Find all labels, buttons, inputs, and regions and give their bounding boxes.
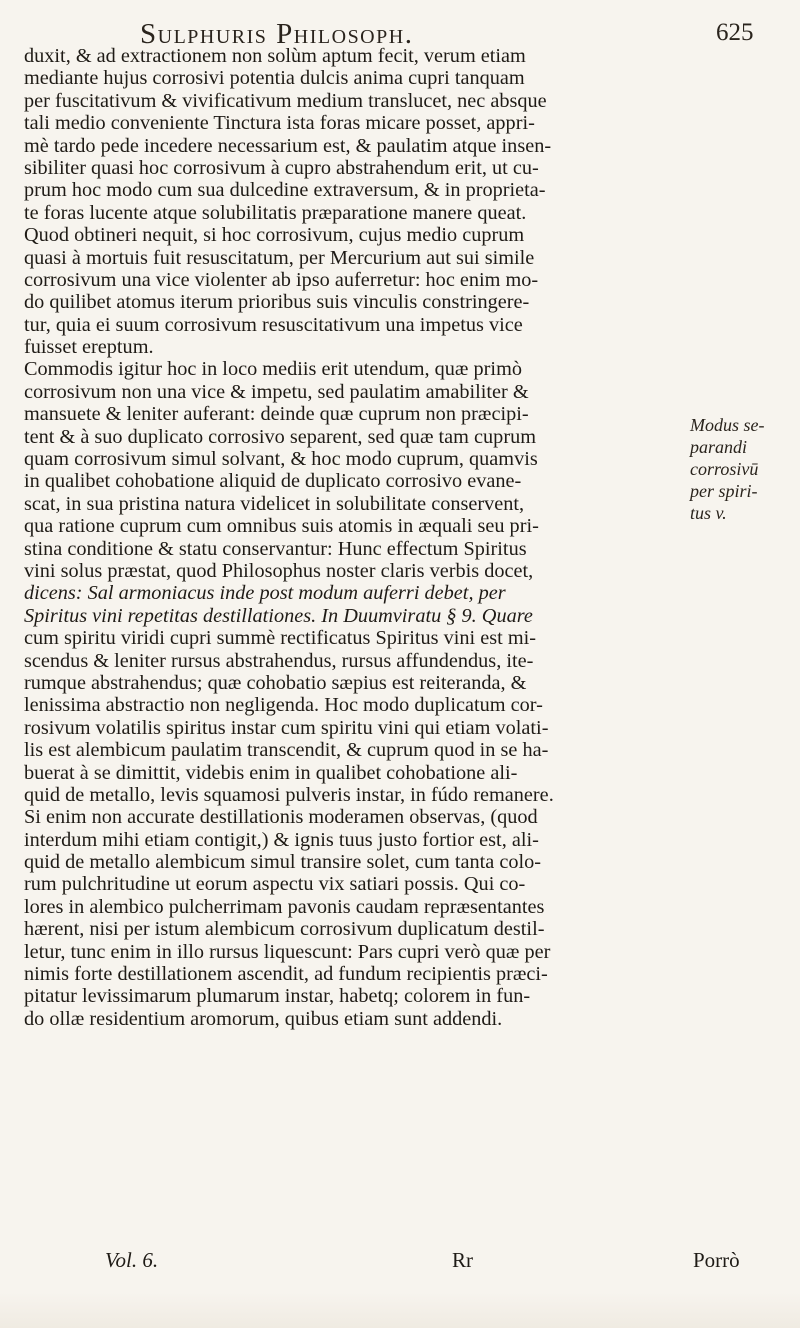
- text-line: mè tardo pede incedere necessarium est, & paulatim atque insen-: [24, 134, 552, 157]
- text-line: interdum mihi etiam contigit,) & ignis tuus justo fortior est, ali-: [24, 828, 539, 851]
- text-line: quid de metallo, levis squamosi pulveris instar, in fúdo remanere.: [24, 783, 554, 806]
- text-line: do ollæ residentium aromorum, quibus etiam sunt addendi.: [24, 1007, 503, 1030]
- marginal-note: [690, 414, 798, 524]
- page-number: 625: [716, 19, 754, 46]
- text-line: tali medio conveniente Tinctura ista foras micare posset, appri-: [24, 112, 535, 135]
- text-line: stina conditione & statu conservantur: Hunc effectum Spiritus: [24, 537, 527, 560]
- marginal-note-line: tus v.: [690, 503, 727, 523]
- gathering-signature: Rr: [452, 1248, 473, 1272]
- marginal-note-line: per spiri-: [690, 481, 758, 501]
- text-line: cum spiritu viridi cupri summè rectificatus Spiritus vini est mi-: [24, 627, 537, 650]
- text-line: Spiritus vini repetitas destillationes. In Duumviratu § 9. Quare: [24, 604, 533, 627]
- text-line: tur, quia ei suum corrosivum resuscitativum una impetus vice: [24, 313, 523, 336]
- text-line: quam corrosivum simul solvant, & hoc modo cuprum, quamvis: [24, 448, 538, 471]
- text-line: rosivum volatilis spiritus instar cum spiritu vini qui etiam volati-: [24, 716, 549, 739]
- marginal-note-line: Modus se-: [690, 415, 765, 435]
- text-line: mansuete & leniter auferant: deinde quæ cuprum non præcipi-: [24, 403, 529, 426]
- text-line: quid de metallo alembicum simul transire solet, cum tanta colo-: [24, 851, 542, 874]
- marginal-note-line: corrosivū: [690, 459, 759, 479]
- text-line: prum hoc modo cum sua dulcedine extraversum, & in proprieta-: [24, 179, 546, 202]
- running-title: Sulphuris Philosoph.: [140, 18, 414, 50]
- text-line: buerat à se dimittit, videbis enim in qualibet cohobatione ali-: [24, 761, 518, 784]
- text-line: lis est alembicum paulatim transcendit, & cuprum quod in se ha-: [24, 739, 549, 762]
- text-line: scat, in sua pristina natura videlicet in solubilitate conservent,: [24, 492, 525, 515]
- text-line: tent & à suo duplicato corrosivo separent, sed quæ tam cuprum: [24, 425, 536, 448]
- main-text-block: [24, 45, 704, 1030]
- catchword: Porrò: [693, 1248, 740, 1272]
- text-line: vini solus præstat, quod Philosophus noster claris verbis docet,: [24, 559, 534, 582]
- text-line: Commodis igitur hoc in loco mediis erit utendum, quæ primò: [24, 358, 522, 381]
- text-line: rum pulchritudine ut eorum aspectu vix satiari possis. Qui co-: [24, 873, 526, 896]
- page-footer: [0, 1244, 800, 1280]
- text-line: sibiliter quasi hoc corrosivum à cupro abstrahendum erit, ut cu-: [24, 156, 539, 179]
- text-line: corrosivum non una vice & impetu, sed paulatim amabiliter &: [24, 380, 529, 403]
- text-line: rumque abstrahendus; quæ cohobatio sæpius est reiteranda, &: [24, 671, 527, 694]
- text-line: Quod obtineri nequit, si hoc corrosivum, cujus medio cuprum: [24, 224, 525, 247]
- text-line: dicens: Sal armoniacus inde post modum auferri debet, per: [24, 582, 506, 605]
- text-line: letur, tunc enim in illo rursus liquescunt: Pars cupri verò quæ per: [24, 940, 551, 963]
- text-line: duxit, & ad extractionem non solùm aptum fecit, verum etiam: [24, 45, 526, 67]
- text-line: hærent, nisi per istum alembicum corrosivum duplicatum destil-: [24, 918, 545, 941]
- text-line: te foras lucente atque solubilitatis præparatione manere queat.: [24, 201, 527, 224]
- text-line: nimis forte destillationem ascendit, ad fundum recipientis præci-: [24, 963, 548, 986]
- text-line: Si enim non accurate destillationis moderamen observas, (quod: [24, 806, 538, 829]
- text-line: mediante hujus corrosivi potentia dulcis anima cupri tanquam: [24, 67, 525, 90]
- text-line: quasi à mortuis fuit resuscitatum, per Mercurium aut sui simile: [24, 246, 535, 269]
- text-line: pitatur levissimarum plumarum instar, habetq; colorem in fun-: [24, 985, 531, 1008]
- text-line: corrosivum una vice violenter ab ipso auferretur: hoc enim mo-: [24, 268, 539, 291]
- text-line: per fuscitativum & vivificativum medium translucet, nec absque: [24, 89, 547, 112]
- text-line: scendus & leniter rursus abstrahendus, rursus affundendus, ite-: [24, 649, 534, 672]
- text-line: lores in alembico pulcherrimam pavonis caudam repræsentantes: [24, 895, 545, 918]
- marginal-note-line: parandi: [690, 437, 748, 457]
- text-line: qua ratione cuprum cum omnibus suis atomis in æquali seu pri-: [24, 515, 539, 538]
- volume-signature: Vol. 6.: [105, 1248, 159, 1272]
- text-line: do quilibet atomus iterum prioribus suis vinculis constringere-: [24, 291, 530, 314]
- paper-edge: [0, 1292, 800, 1328]
- text-line: lenissima abstractio non negligenda. Hoc modo duplicatum cor-: [24, 694, 543, 717]
- text-line: in qualibet cohobatione aliquid de duplicato corrosivo evane-: [24, 470, 522, 493]
- text-line: fuisset ereptum.: [24, 336, 154, 359]
